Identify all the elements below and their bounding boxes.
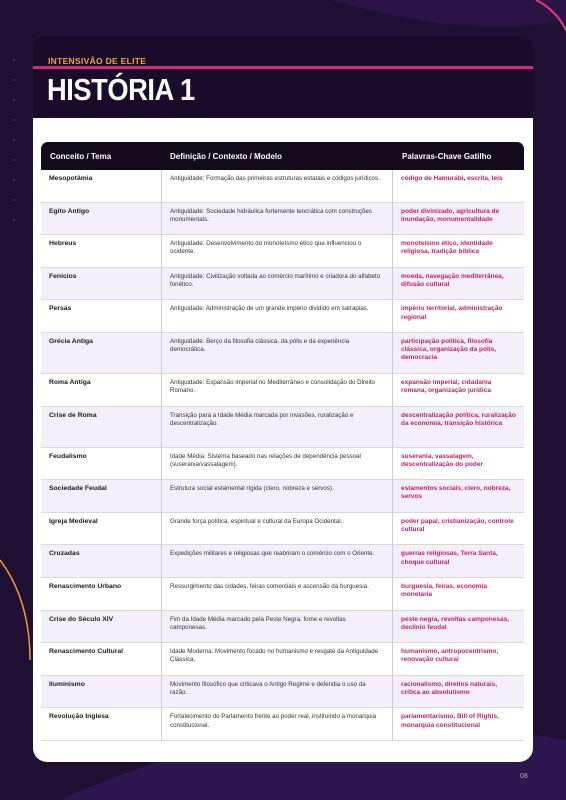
keywords-cell: expansão imperial, cidadania romana, organização jurídica xyxy=(393,374,524,407)
table-row xyxy=(41,268,524,301)
definition-cell: Antiguidade: Berço da filosofia clássica, da pólis e da experiência democrática. xyxy=(161,333,393,374)
table-row xyxy=(41,300,524,333)
definition-cell: Antiguidade: Civilização voltada ao comércio marítimo e criadora do alfabeto fonético. xyxy=(161,268,393,301)
keywords-cell: moeda, navegação mediterrânea, difusão cultural xyxy=(393,268,524,301)
table-row xyxy=(41,448,524,481)
table-row xyxy=(41,333,524,374)
concept-cell: Mesopotâmia xyxy=(41,170,161,203)
definition-cell: Antiguidade: Sociedade hidráulica fortemente teocrática com construções monumentais. xyxy=(161,203,393,236)
concept-cell: Feudalismo xyxy=(41,448,161,481)
dot-grid xyxy=(13,59,16,222)
keywords-cell: descentralização política, ruralização da economia, transição histórica xyxy=(393,407,524,448)
concept-cell: Crise de Roma xyxy=(41,407,161,448)
concept-cell: Crise do Século XIV xyxy=(41,611,161,644)
concept-cell: Persas xyxy=(41,300,161,333)
definition-cell: Transição para a Idade Média marcada por invasões, ruralização e descentralização. xyxy=(161,407,393,448)
concept-cell: Renascimento Cultural xyxy=(41,643,161,676)
concept-cell: Roma Antiga xyxy=(41,374,161,407)
table-row xyxy=(41,407,524,448)
keywords-cell: poder papal, cristianização, controle cultural xyxy=(393,513,524,546)
keywords-cell: parlamentarismo, Bill of Rights, monarquia constitucional xyxy=(393,708,524,741)
history-table xyxy=(41,142,524,741)
column-header-concept: Conceito / Tema xyxy=(41,142,161,170)
keywords-cell: suserania, vassalagem, descentralização do poder xyxy=(393,448,524,481)
table-row xyxy=(41,708,524,741)
keywords-cell: código de Hamurábi, escrita, leis xyxy=(393,170,524,203)
definition-cell: Movimento filosófico que criticava o Antigo Regime e defendia o uso da razão. xyxy=(161,676,393,709)
keywords-cell: participação política, filosofia clássica, organização da pólis, democracia xyxy=(393,333,524,374)
table-header-row xyxy=(41,142,524,170)
definition-cell: Antiguidade: Expansão imperial no Mediterrâneo e consolidação do Direito Romano. xyxy=(161,374,393,407)
concept-cell: Cruzadas xyxy=(41,545,161,578)
table-row xyxy=(41,170,524,203)
definition-cell: Ressurgimento das cidades, feiras comerciais e ascensão da burguesia. xyxy=(161,578,393,611)
table-row xyxy=(41,513,524,546)
keywords-cell: guerras religiosas, Terra Santa, choque cultural xyxy=(393,545,524,578)
page-number: 08 xyxy=(520,773,528,780)
concept-cell: Fenícios xyxy=(41,268,161,301)
definition-cell: Expedições militares e religiosas que reabriram o comércio com o Oriente. xyxy=(161,545,393,578)
definition-cell: Fortalecimento do Parlamento frente ao poder real, instituindo a monarquia constitucional. xyxy=(161,708,393,741)
keywords-cell: peste negra, revoltas camponesas, declínio feudal xyxy=(393,611,524,644)
definition-cell: Fim da Idade Média marcado pela Peste Negra, fome e revoltas camponesas. xyxy=(161,611,393,644)
concept-cell: Egito Antigo xyxy=(41,203,161,236)
concept-cell: Revolução Inglesa xyxy=(41,708,161,741)
definition-cell: Antiguidade: Desenvolvimento do monoteísmo ético que influenciou o ocidente. xyxy=(161,235,393,268)
table-row xyxy=(41,235,524,268)
concept-cell: Sociedade Feudal xyxy=(41,480,161,513)
definition-cell: Estrutura social estamental rígida (clero, nobreza e servos). xyxy=(161,480,393,513)
table-row xyxy=(41,611,524,644)
concept-cell: Renascimento Urbano xyxy=(41,578,161,611)
background-wave xyxy=(330,0,566,27)
concept-cell: Hebreus xyxy=(41,235,161,268)
keywords-cell: estamentos sociais, clero, nobreza, servos xyxy=(393,480,524,513)
page-title: HISTÓRIA 1 xyxy=(47,72,195,107)
table-row xyxy=(41,545,524,578)
keywords-cell: burguesia, feiras, economia monetária xyxy=(393,578,524,611)
table-row xyxy=(41,676,524,709)
column-header-keywords: Palavras-Chave Gatilho xyxy=(393,142,524,170)
keywords-cell: império territorial, administração regional xyxy=(393,300,524,333)
keywords-cell: humanismo, antropocentrismo, renovação cultural xyxy=(393,643,524,676)
table-row xyxy=(41,643,524,676)
table-row xyxy=(41,578,524,611)
concept-cell: Igreja Medieval xyxy=(41,513,161,546)
header-kicker: INTENSIVÃO DE ELITE xyxy=(48,56,147,66)
table-row xyxy=(41,374,524,407)
accent-arc-left xyxy=(0,560,30,660)
definition-cell: Grande força política, espiritual e cultural da Europa Ocidental. xyxy=(161,513,393,546)
definition-cell: Idade Moderna: Movimento focado no humanismo e resgate da Antiguidade Clássica. xyxy=(161,643,393,676)
definition-cell: Idade Média: Sistema baseado nas relações de dependência pessoal (suserania/vassalagem). xyxy=(161,448,393,481)
table-row xyxy=(41,480,524,513)
concept-cell: Iluminismo xyxy=(41,676,161,709)
keywords-cell: racionalismo, direitos naturais, crítica ao absolutismo xyxy=(393,676,524,709)
definition-cell: Antiguidade: Formação das primeiras estruturas estatais e códigos jurídicos. xyxy=(161,170,393,203)
definition-cell: Antiguidade: Administração de um grande império dividido em satrapias. xyxy=(161,300,393,333)
concept-cell: Grécia Antiga xyxy=(41,333,161,374)
header-accent-stripe xyxy=(33,66,533,69)
keywords-cell: poder divinizado, agricultura de inundação, monumentalidade xyxy=(393,203,524,236)
column-header-definition: Definição / Contexto / Modelo xyxy=(161,142,393,170)
table-row xyxy=(41,203,524,236)
keywords-cell: monoteísmo ético, identidade religiosa, tradição bíblica xyxy=(393,235,524,268)
